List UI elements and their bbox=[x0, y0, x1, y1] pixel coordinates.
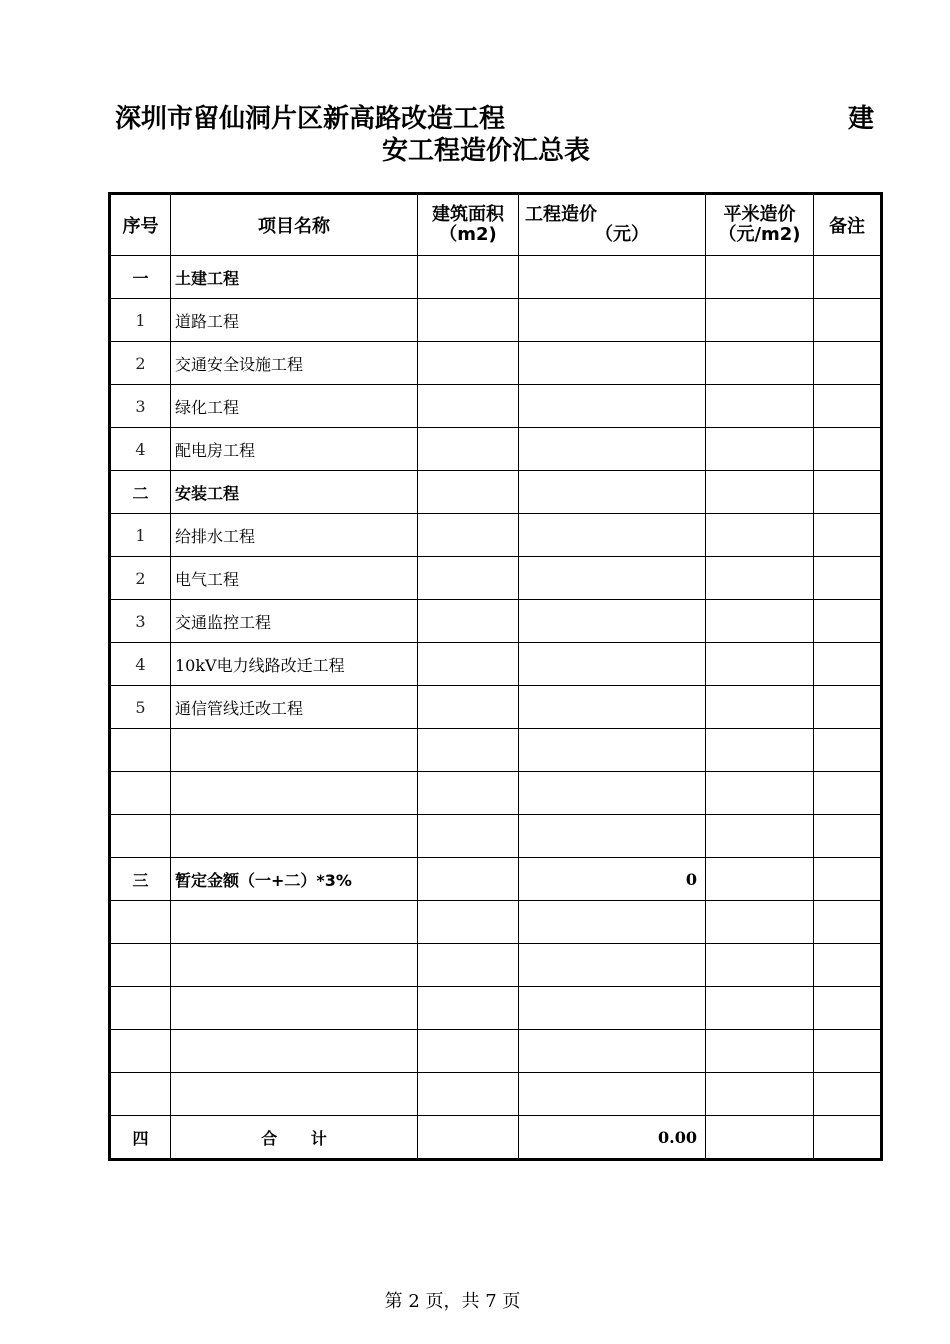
cell-unit-cost bbox=[706, 1030, 814, 1073]
cell-item-name bbox=[171, 987, 418, 1030]
cell-cost bbox=[519, 729, 706, 772]
cell-remark bbox=[814, 901, 882, 944]
table-header-row bbox=[110, 194, 882, 256]
table-row bbox=[110, 600, 882, 643]
cell-item-name: 10kV电力线路改迁工程 bbox=[171, 643, 418, 686]
cell-area bbox=[418, 256, 519, 299]
cell-area bbox=[418, 729, 519, 772]
cell-cost bbox=[519, 686, 706, 729]
cell-seq bbox=[110, 901, 171, 944]
cell-item-name: 绿化工程 bbox=[171, 385, 418, 428]
cell-item-name bbox=[171, 772, 418, 815]
header-cost bbox=[519, 194, 706, 256]
cell-area bbox=[418, 643, 519, 686]
table-row bbox=[110, 299, 882, 342]
cell-cost bbox=[519, 600, 706, 643]
cell-area bbox=[418, 1030, 519, 1073]
cell-item-name: 交通安全设施工程 bbox=[171, 342, 418, 385]
cell-seq: 3 bbox=[110, 600, 171, 643]
cell-item-name: 交通监控工程 bbox=[171, 600, 418, 643]
table-row bbox=[110, 815, 882, 858]
cell-remark bbox=[814, 729, 882, 772]
cell-cost bbox=[519, 901, 706, 944]
cell-area bbox=[418, 772, 519, 815]
header-area-line2: （m2) bbox=[439, 224, 497, 245]
cell-seq bbox=[110, 944, 171, 987]
cell-cost: 0 bbox=[519, 858, 706, 901]
table-row bbox=[110, 901, 882, 944]
cell-cost bbox=[519, 557, 706, 600]
cell-item-name bbox=[171, 815, 418, 858]
cell-cost bbox=[519, 385, 706, 428]
table-row bbox=[110, 944, 882, 987]
cell-item-name bbox=[171, 1073, 418, 1116]
cell-area bbox=[418, 385, 519, 428]
cell-seq: 二 bbox=[110, 471, 171, 514]
page-title: 深圳市留仙洞片区新高路改造工程 bbox=[115, 104, 506, 134]
cell-unit-cost bbox=[706, 385, 814, 428]
header-unit-cost bbox=[706, 194, 814, 256]
cell-item-name bbox=[171, 944, 418, 987]
cell-remark bbox=[814, 342, 882, 385]
cell-unit-cost bbox=[706, 557, 814, 600]
cell-cost: 0.00 bbox=[519, 1116, 706, 1160]
table-row bbox=[110, 557, 882, 600]
header-name: 项目名称 bbox=[171, 194, 418, 256]
cell-cost bbox=[519, 428, 706, 471]
cell-cost bbox=[519, 299, 706, 342]
cell-remark bbox=[814, 643, 882, 686]
table-row bbox=[110, 729, 882, 772]
header-remark: 备注 bbox=[814, 194, 882, 256]
table-row bbox=[110, 342, 882, 385]
cell-area bbox=[418, 557, 519, 600]
cell-area bbox=[418, 514, 519, 557]
cell-cost bbox=[519, 1073, 706, 1116]
cell-remark bbox=[814, 385, 882, 428]
cell-unit-cost bbox=[706, 901, 814, 944]
cell-cost bbox=[519, 815, 706, 858]
cell-seq: 2 bbox=[110, 557, 171, 600]
page-title-tail: 建 bbox=[848, 104, 875, 134]
cell-remark bbox=[814, 944, 882, 987]
cell-remark bbox=[814, 858, 882, 901]
cell-seq bbox=[110, 987, 171, 1030]
cell-remark bbox=[814, 1073, 882, 1116]
cell-seq: 5 bbox=[110, 686, 171, 729]
cell-area bbox=[418, 600, 519, 643]
page-footer: 第 2 页，共 7 页 bbox=[384, 1291, 521, 1312]
cell-seq: 四 bbox=[110, 1116, 171, 1160]
cell-unit-cost bbox=[706, 299, 814, 342]
cell-item-name: 暂定金额（一+二）*3% bbox=[171, 858, 418, 901]
table-row bbox=[110, 1073, 882, 1116]
cell-item-name: 合 计 bbox=[171, 1116, 418, 1160]
cell-cost bbox=[519, 256, 706, 299]
cell-seq: 1 bbox=[110, 299, 171, 342]
table-row bbox=[110, 686, 882, 729]
table-row bbox=[110, 858, 882, 901]
cell-unit-cost bbox=[706, 514, 814, 557]
cell-remark bbox=[814, 557, 882, 600]
cell-unit-cost bbox=[706, 1116, 814, 1160]
header-cost-line1: 工程造价 bbox=[525, 204, 597, 225]
header-unit-line2: （元/m2) bbox=[718, 224, 801, 245]
cell-cost bbox=[519, 514, 706, 557]
cell-remark bbox=[814, 686, 882, 729]
cell-remark bbox=[814, 1030, 882, 1073]
cell-unit-cost bbox=[706, 256, 814, 299]
cell-item-name: 配电房工程 bbox=[171, 428, 418, 471]
cell-seq bbox=[110, 772, 171, 815]
cell-cost bbox=[519, 643, 706, 686]
cell-seq: 一 bbox=[110, 256, 171, 299]
cell-unit-cost bbox=[706, 729, 814, 772]
table-row bbox=[110, 1116, 882, 1160]
cell-area bbox=[418, 944, 519, 987]
table-row bbox=[110, 772, 882, 815]
cell-seq: 3 bbox=[110, 385, 171, 428]
cell-seq: 4 bbox=[110, 643, 171, 686]
cell-seq bbox=[110, 1030, 171, 1073]
cell-seq: 4 bbox=[110, 428, 171, 471]
cell-area bbox=[418, 471, 519, 514]
cell-unit-cost bbox=[706, 858, 814, 901]
cell-area bbox=[418, 901, 519, 944]
cell-remark bbox=[814, 514, 882, 557]
cell-item-name bbox=[171, 1030, 418, 1073]
header-area-line1: 建筑面积 bbox=[432, 204, 504, 225]
cell-seq: 三 bbox=[110, 858, 171, 901]
table-row bbox=[110, 987, 882, 1030]
cell-item-name: 安装工程 bbox=[171, 471, 418, 514]
cell-remark bbox=[814, 815, 882, 858]
cell-remark bbox=[814, 600, 882, 643]
cell-remark bbox=[814, 299, 882, 342]
cell-remark bbox=[814, 772, 882, 815]
header-unit-line1: 平米造价 bbox=[723, 204, 796, 225]
cell-remark bbox=[814, 428, 882, 471]
cell-item-name: 土建工程 bbox=[171, 256, 418, 299]
cell-unit-cost bbox=[706, 471, 814, 514]
page-subtitle: 安工程造价汇总表 bbox=[382, 136, 591, 166]
table-row bbox=[110, 514, 882, 557]
cell-unit-cost bbox=[706, 815, 814, 858]
cell-cost bbox=[519, 944, 706, 987]
cell-item-name: 道路工程 bbox=[171, 299, 418, 342]
table-row bbox=[110, 1030, 882, 1073]
cell-seq bbox=[110, 1073, 171, 1116]
cell-area bbox=[418, 686, 519, 729]
cell-unit-cost bbox=[706, 342, 814, 385]
header-cost-line2: （元） bbox=[595, 224, 649, 245]
header-seq: 序号 bbox=[110, 194, 171, 256]
cell-unit-cost bbox=[706, 772, 814, 815]
cell-area bbox=[418, 299, 519, 342]
cell-item-name: 通信管线迁改工程 bbox=[171, 686, 418, 729]
cell-unit-cost bbox=[706, 643, 814, 686]
cell-remark bbox=[814, 1116, 882, 1160]
table-row bbox=[110, 385, 882, 428]
header-area bbox=[418, 194, 519, 256]
cell-item-name bbox=[171, 901, 418, 944]
cost-summary-table bbox=[108, 192, 883, 1161]
cell-area bbox=[418, 1116, 519, 1160]
cell-cost bbox=[519, 987, 706, 1030]
cell-cost bbox=[519, 471, 706, 514]
table-row bbox=[110, 643, 882, 686]
cell-item-name: 电气工程 bbox=[171, 557, 418, 600]
cell-unit-cost bbox=[706, 944, 814, 987]
cell-seq: 1 bbox=[110, 514, 171, 557]
table-row bbox=[110, 471, 882, 514]
cell-area bbox=[418, 342, 519, 385]
cell-area bbox=[418, 428, 519, 471]
cell-cost bbox=[519, 1030, 706, 1073]
cell-area bbox=[418, 858, 519, 901]
cell-area bbox=[418, 815, 519, 858]
cell-cost bbox=[519, 342, 706, 385]
cell-cost bbox=[519, 772, 706, 815]
cell-seq: 2 bbox=[110, 342, 171, 385]
cell-remark bbox=[814, 256, 882, 299]
cell-seq bbox=[110, 729, 171, 772]
cell-unit-cost bbox=[706, 600, 814, 643]
cell-unit-cost bbox=[706, 1073, 814, 1116]
cell-area bbox=[418, 987, 519, 1030]
cell-seq bbox=[110, 815, 171, 858]
cell-unit-cost bbox=[706, 686, 814, 729]
cell-remark bbox=[814, 471, 882, 514]
cell-unit-cost bbox=[706, 428, 814, 471]
cell-unit-cost bbox=[706, 987, 814, 1030]
table-row bbox=[110, 428, 882, 471]
cell-remark bbox=[814, 987, 882, 1030]
cell-area bbox=[418, 1073, 519, 1116]
cell-item-name bbox=[171, 729, 418, 772]
table-row bbox=[110, 256, 882, 299]
cell-item-name: 给排水工程 bbox=[171, 514, 418, 557]
